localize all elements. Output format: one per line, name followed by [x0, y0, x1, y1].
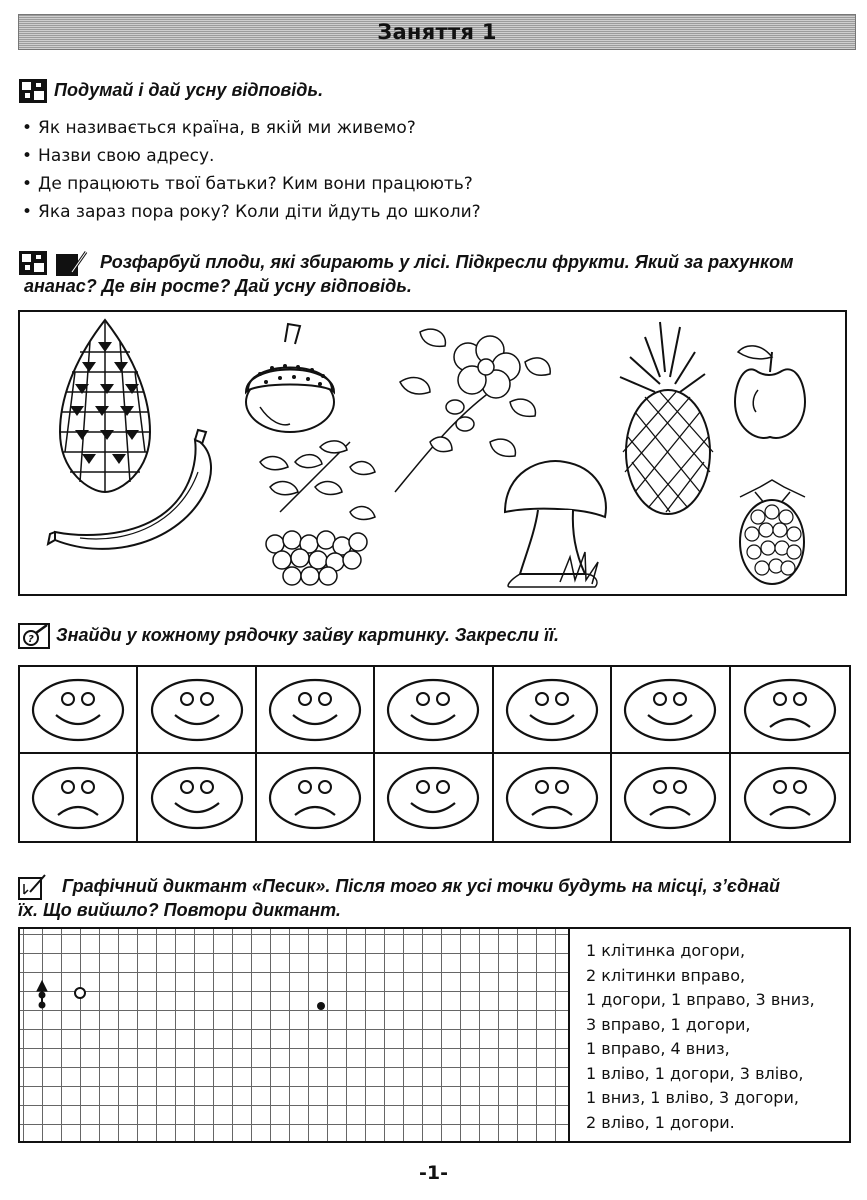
raspberry-picture[interactable]: [740, 480, 805, 584]
face-outline: [507, 768, 597, 828]
eye: [437, 693, 449, 705]
eye: [62, 693, 74, 705]
hollow-dot-marker: [75, 988, 85, 998]
question-item: • Яка зараз пора року? Коли діти йдуть до школи?: [22, 198, 481, 226]
eye: [437, 781, 449, 793]
task2-heading-line2: ананас? Де він росте? Дай усну відповідь.: [24, 276, 412, 296]
sad-face-icon: [267, 765, 363, 831]
task4-heading-line2: їх. Що вийшло? Повтори диктант.: [18, 900, 341, 920]
sad-face-icon: [742, 677, 838, 743]
face-outline: [745, 680, 835, 740]
eye: [82, 693, 94, 705]
sad-face-icon: [504, 765, 600, 831]
eye: [654, 693, 666, 705]
instruction-line: 1 вниз, 1 вліво, 3 догори,: [586, 1088, 799, 1107]
instruction-line: 3 вправо, 1 догори,: [586, 1014, 751, 1034]
eye: [82, 781, 94, 793]
face-cell[interactable]: [494, 754, 612, 841]
dictation-grid[interactable]: [20, 929, 570, 1141]
lesson-title-bar: [18, 14, 856, 50]
smiling-face-icon: [504, 677, 600, 743]
eye: [201, 693, 213, 705]
instruction-line: 2 клітинки вправо,: [586, 965, 746, 985]
face-cell[interactable]: [257, 754, 375, 841]
start-arrow-marker: [37, 981, 47, 1008]
instruction-line: 1 клітинка догори,: [586, 941, 746, 960]
face-outline: [33, 768, 123, 828]
task1-question-list: [22, 114, 481, 226]
question-item: • Де працюють твої батьки? Ким вони працюють?: [22, 170, 481, 198]
sad-face-icon: [622, 765, 718, 831]
eye: [674, 781, 686, 793]
eye: [556, 781, 568, 793]
sad-face-icon: [30, 765, 126, 831]
eye: [794, 693, 806, 705]
face-cell[interactable]: [612, 754, 730, 841]
face-cell[interactable]: [20, 667, 138, 754]
face-cell[interactable]: [375, 754, 493, 841]
smiling-face-icon: [385, 765, 481, 831]
pineapple-picture[interactable]: [620, 322, 713, 514]
eye: [319, 693, 331, 705]
eye: [536, 781, 548, 793]
eye: [201, 781, 213, 793]
faces-grid: [18, 665, 851, 843]
apple-picture[interactable]: [735, 346, 805, 438]
rowan-berries-picture[interactable]: [260, 441, 375, 585]
face-outline: [152, 768, 242, 828]
face-outline: [152, 680, 242, 740]
eye: [299, 781, 311, 793]
task1-heading-row: [18, 78, 323, 110]
eye: [417, 693, 429, 705]
face-outline: [507, 680, 597, 740]
face-cell[interactable]: [257, 667, 375, 754]
task4-heading-row: [18, 874, 854, 922]
eye: [62, 781, 74, 793]
task1-heading: Подумай і дай усну відповідь.: [54, 80, 324, 100]
face-cell[interactable]: [138, 754, 256, 841]
eye: [654, 781, 666, 793]
face-outline: [388, 768, 478, 828]
graphic-dictation-box: [18, 927, 851, 1143]
face-outline: [388, 680, 478, 740]
svg-text:?: ?: [28, 634, 34, 645]
eye: [319, 781, 331, 793]
face-cell[interactable]: [494, 667, 612, 754]
mushroom-picture[interactable]: [505, 461, 606, 587]
face-cell[interactable]: [138, 667, 256, 754]
smiling-face-icon: [267, 677, 363, 743]
face-outline: [625, 680, 715, 740]
dictation-instructions: [570, 929, 815, 1141]
smiling-face-icon: [622, 677, 718, 743]
face-cell[interactable]: [731, 667, 849, 754]
face-outline: [33, 680, 123, 740]
face-outline: [270, 680, 360, 740]
face-outline: [270, 768, 360, 828]
face-cell[interactable]: [20, 754, 138, 841]
sad-face-icon: [742, 765, 838, 831]
smiling-face-icon: [149, 677, 245, 743]
page-number: -1-: [419, 1162, 448, 1184]
lesson-title: Заняття 1: [377, 20, 497, 44]
task4-heading-line1: Графічний диктант «Песик». Після того як усі точки будуть на місці, з’єднай: [62, 876, 780, 896]
face-cell[interactable]: [375, 667, 493, 754]
face-cell[interactable]: [612, 667, 730, 754]
instruction-line: 2 вліво, 1 догори.: [586, 1112, 735, 1132]
eye: [794, 781, 806, 793]
eye: [417, 781, 429, 793]
eye: [299, 693, 311, 705]
eye: [774, 693, 786, 705]
task3-heading: Знайди у кожному рядочку зайву картинку. Закресли її.: [56, 625, 559, 645]
instruction-line: 1 вліво, 1 догори, 3 вліво,: [586, 1063, 804, 1083]
smiling-face-icon: [385, 677, 481, 743]
start-dot-marker: [317, 1002, 325, 1010]
puzzle-think-icon: [18, 78, 48, 110]
question-item: • Назви свою адресу.: [22, 142, 481, 170]
wild-rose-branch-picture[interactable]: [395, 329, 550, 492]
eye: [181, 781, 193, 793]
task3-heading-row: [18, 623, 559, 655]
face-cell[interactable]: [731, 754, 849, 841]
eye: [536, 693, 548, 705]
face-outline: [745, 768, 835, 828]
smiling-face-icon: [149, 765, 245, 831]
smiling-face-icon: [30, 677, 126, 743]
instruction-line: 1 вправо, 4 вниз,: [586, 1039, 730, 1058]
magnifier-question-icon: [18, 623, 50, 655]
acorn-picture[interactable]: [246, 324, 334, 432]
pine-cone-picture[interactable]: [60, 320, 150, 492]
face-outline: [625, 768, 715, 828]
eye: [774, 781, 786, 793]
task2-heading-line1: Розфарбуй плоди, які збирають у лісі. Підкресли фрукти. Який за рахунком: [100, 252, 794, 272]
task2-heading-row: [18, 250, 854, 298]
question-item: • Як називається країна, в якій ми живемо?: [22, 114, 481, 142]
eye: [674, 693, 686, 705]
instruction-line: 1 догори, 1 вправо, 3 вниз,: [586, 990, 815, 1009]
fruits-picture-box: [18, 310, 847, 596]
eye: [556, 693, 568, 705]
eye: [181, 693, 193, 705]
